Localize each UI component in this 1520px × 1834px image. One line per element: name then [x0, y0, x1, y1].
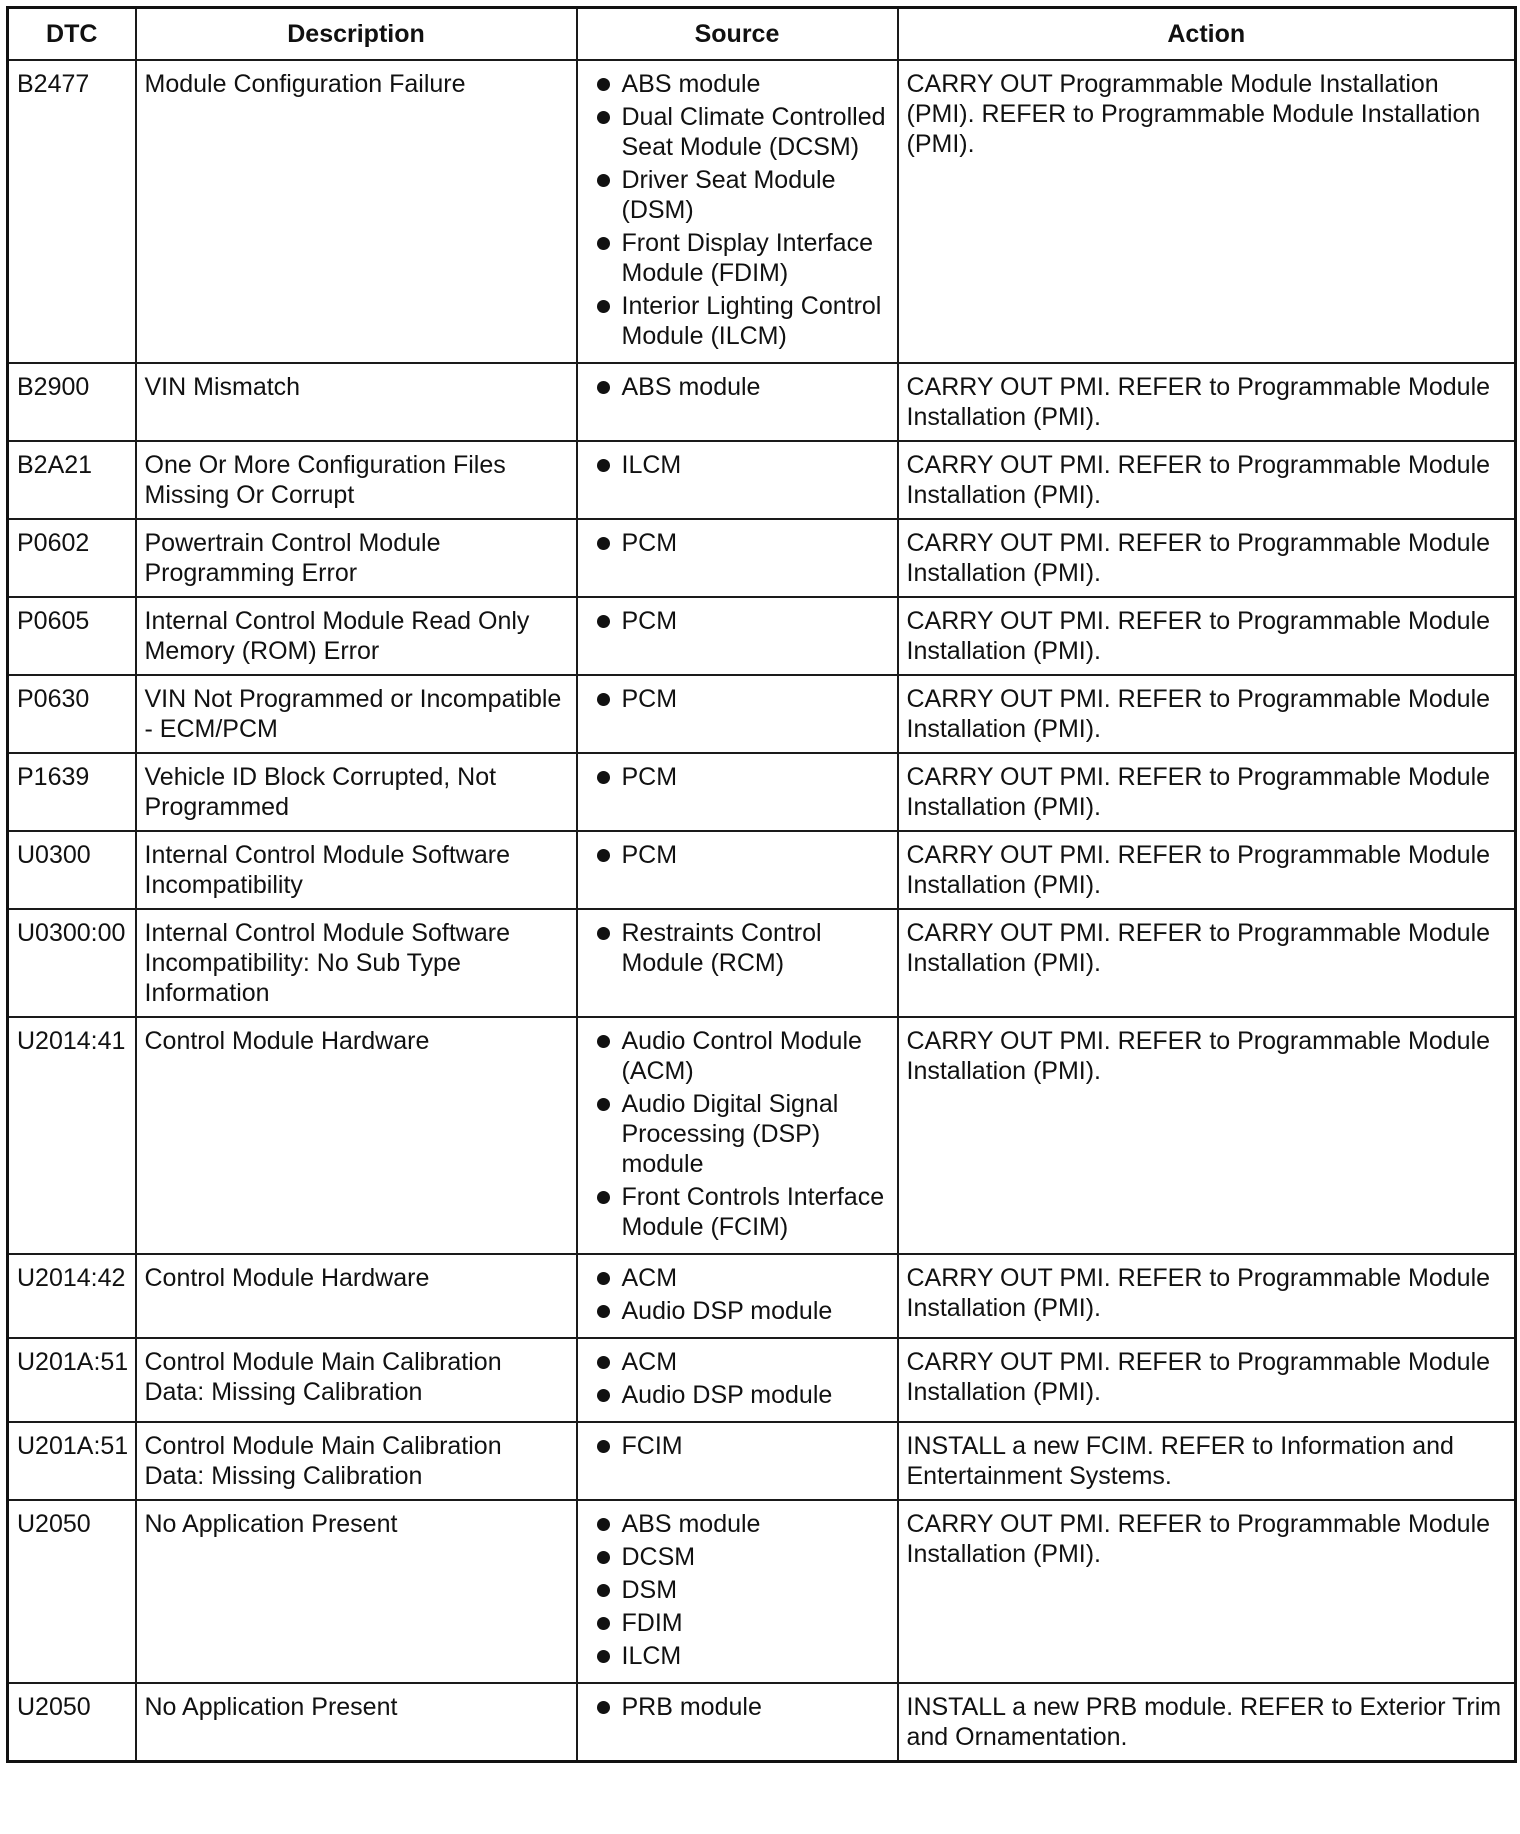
source-list-item: DSM — [586, 1575, 889, 1605]
table-row — [8, 753, 1516, 831]
source-cell — [577, 363, 898, 441]
source-cell — [577, 519, 898, 597]
source-cell — [577, 1500, 898, 1683]
source-list-item: DCSM — [586, 1542, 889, 1572]
action-cell: CARRY OUT PMI. REFER to Programmable Module Installation (PMI). — [898, 363, 1516, 441]
action-cell: CARRY OUT PMI. REFER to Programmable Module Installation (PMI). — [898, 831, 1516, 909]
description-cell: No Application Present — [136, 1500, 577, 1683]
description-cell: Control Module Main Calibration Data: Missing Calibration — [136, 1422, 577, 1500]
source-cell — [577, 597, 898, 675]
action-cell: CARRY OUT Programmable Module Installation (PMI). REFER to Programmable Module Installation (PMI). — [898, 60, 1516, 363]
header-source: Source — [577, 8, 898, 61]
source-list — [586, 528, 889, 558]
table-row — [8, 363, 1516, 441]
source-list-item: Audio Digital Signal Processing (DSP) module — [586, 1089, 889, 1179]
action-cell: CARRY OUT PMI. REFER to Programmable Module Installation (PMI). — [898, 519, 1516, 597]
dtc-code-cell: U2050 — [8, 1500, 136, 1683]
source-cell — [577, 441, 898, 519]
source-cell — [577, 753, 898, 831]
source-list-item: Audio DSP module — [586, 1296, 889, 1326]
description-cell: Internal Control Module Software Incompatibility: No Sub Type Information — [136, 909, 577, 1017]
action-cell: CARRY OUT PMI. REFER to Programmable Module Installation (PMI). — [898, 1017, 1516, 1254]
header-description: Description — [136, 8, 577, 61]
source-list-item: PRB module — [586, 1692, 889, 1722]
dtc-table — [6, 6, 1517, 1763]
dtc-code-cell: P1639 — [8, 753, 136, 831]
table-row — [8, 60, 1516, 363]
action-cell: CARRY OUT PMI. REFER to Programmable Module Installation (PMI). — [898, 1254, 1516, 1338]
dtc-code-cell: U2014:41 — [8, 1017, 136, 1254]
action-cell: CARRY OUT PMI. REFER to Programmable Module Installation (PMI). — [898, 441, 1516, 519]
source-cell — [577, 909, 898, 1017]
header-row — [8, 8, 1516, 61]
source-list-item: ACM — [586, 1347, 889, 1377]
source-cell — [577, 1017, 898, 1254]
source-list-item: ABS module — [586, 372, 889, 402]
source-list-item: PCM — [586, 606, 889, 636]
dtc-code-cell: B2900 — [8, 363, 136, 441]
source-list-item: Audio DSP module — [586, 1380, 889, 1410]
description-cell: Control Module Main Calibration Data: Missing Calibration — [136, 1338, 577, 1422]
source-list-item: FCIM — [586, 1431, 889, 1461]
header-action: Action — [898, 8, 1516, 61]
source-cell — [577, 1683, 898, 1762]
dtc-code-cell: U201A:51 — [8, 1422, 136, 1500]
source-cell — [577, 675, 898, 753]
source-list-item: Interior Lighting Control Module (ILCM) — [586, 291, 889, 351]
source-list-item: Front Display Interface Module (FDIM) — [586, 228, 889, 288]
source-list-item: Restraints Control Module (RCM) — [586, 918, 889, 978]
source-list — [586, 684, 889, 714]
source-list-item: Driver Seat Module (DSM) — [586, 165, 889, 225]
description-cell: Vehicle ID Block Corrupted, Not Programmed — [136, 753, 577, 831]
source-list — [586, 1692, 889, 1722]
source-list-item: Audio Control Module (ACM) — [586, 1026, 889, 1086]
description-cell: One Or More Configuration Files Missing Or Corrupt — [136, 441, 577, 519]
source-list — [586, 1431, 889, 1461]
source-list — [586, 69, 889, 351]
dtc-code-cell: U0300 — [8, 831, 136, 909]
table-row — [8, 909, 1516, 1017]
action-cell: CARRY OUT PMI. REFER to Programmable Module Installation (PMI). — [898, 597, 1516, 675]
table-row — [8, 1338, 1516, 1422]
source-list — [586, 840, 889, 870]
source-cell — [577, 1338, 898, 1422]
action-cell: CARRY OUT PMI. REFER to Programmable Module Installation (PMI). — [898, 1500, 1516, 1683]
table-row — [8, 831, 1516, 909]
description-cell: Control Module Hardware — [136, 1254, 577, 1338]
source-list-item: PCM — [586, 840, 889, 870]
header-dtc: DTC — [8, 8, 136, 61]
dtc-code-cell: U2014:42 — [8, 1254, 136, 1338]
source-list-item: ABS module — [586, 1509, 889, 1539]
source-list — [586, 918, 889, 978]
description-cell: Powertrain Control Module Programming Error — [136, 519, 577, 597]
description-cell: No Application Present — [136, 1683, 577, 1762]
description-cell: VIN Mismatch — [136, 363, 577, 441]
dtc-code-cell: B2A21 — [8, 441, 136, 519]
source-cell — [577, 1254, 898, 1338]
action-cell: INSTALL a new PRB module. REFER to Exterior Trim and Ornamentation. — [898, 1683, 1516, 1762]
source-cell — [577, 831, 898, 909]
source-cell — [577, 1422, 898, 1500]
source-list — [586, 1509, 889, 1671]
source-list — [586, 1263, 889, 1326]
action-cell: CARRY OUT PMI. REFER to Programmable Module Installation (PMI). — [898, 753, 1516, 831]
source-list-item: Dual Climate Controlled Seat Module (DCSM) — [586, 102, 889, 162]
source-list — [586, 450, 889, 480]
description-cell: VIN Not Programmed or Incompatible - ECM/PCM — [136, 675, 577, 753]
description-cell: Module Configuration Failure — [136, 60, 577, 363]
action-cell: INSTALL a new FCIM. REFER to Information and Entertainment Systems. — [898, 1422, 1516, 1500]
table-row — [8, 1500, 1516, 1683]
source-list-item: FDIM — [586, 1608, 889, 1638]
source-list-item: ABS module — [586, 69, 889, 99]
source-list-item: PCM — [586, 762, 889, 792]
table-row — [8, 597, 1516, 675]
action-cell: CARRY OUT PMI. REFER to Programmable Module Installation (PMI). — [898, 675, 1516, 753]
table-row — [8, 1683, 1516, 1762]
source-list-item: ILCM — [586, 1641, 889, 1671]
table-row — [8, 1254, 1516, 1338]
table-body — [8, 60, 1516, 1762]
dtc-code-cell: U0300:00 — [8, 909, 136, 1017]
table-row — [8, 1017, 1516, 1254]
dtc-code-cell: P0602 — [8, 519, 136, 597]
table-row — [8, 675, 1516, 753]
description-cell: Control Module Hardware — [136, 1017, 577, 1254]
description-cell: Internal Control Module Software Incompatibility — [136, 831, 577, 909]
table-row — [8, 1422, 1516, 1500]
source-list — [586, 1347, 889, 1410]
dtc-code-cell: U201A:51 — [8, 1338, 136, 1422]
dtc-code-cell: B2477 — [8, 60, 136, 363]
source-list — [586, 762, 889, 792]
source-list-item: Front Controls Interface Module (FCIM) — [586, 1182, 889, 1242]
description-cell: Internal Control Module Read Only Memory (ROM) Error — [136, 597, 577, 675]
source-list — [586, 372, 889, 402]
source-list-item: PCM — [586, 684, 889, 714]
source-list-item: ILCM — [586, 450, 889, 480]
source-list — [586, 1026, 889, 1242]
action-cell: CARRY OUT PMI. REFER to Programmable Module Installation (PMI). — [898, 909, 1516, 1017]
source-list-item: ACM — [586, 1263, 889, 1293]
action-cell: CARRY OUT PMI. REFER to Programmable Module Installation (PMI). — [898, 1338, 1516, 1422]
source-list — [586, 606, 889, 636]
table-row — [8, 441, 1516, 519]
source-cell — [577, 60, 898, 363]
dtc-code-cell: U2050 — [8, 1683, 136, 1762]
table-row — [8, 519, 1516, 597]
dtc-code-cell: P0630 — [8, 675, 136, 753]
table-header — [8, 8, 1516, 61]
source-list-item: PCM — [586, 528, 889, 558]
dtc-code-cell: P0605 — [8, 597, 136, 675]
